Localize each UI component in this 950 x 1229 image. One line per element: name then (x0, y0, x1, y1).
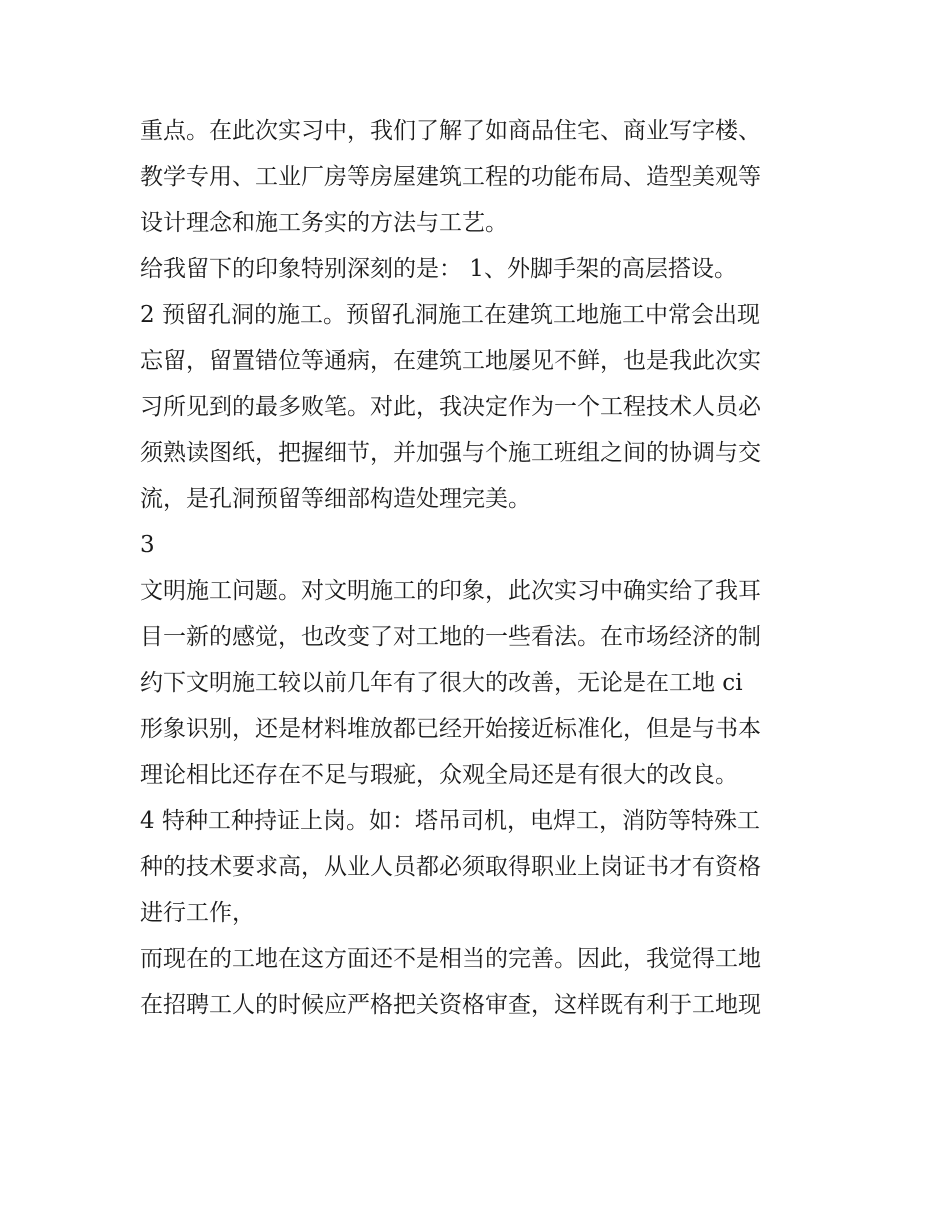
text-line: 3 (140, 532, 155, 558)
text-line: 种的技术要求高，从业人员都必须取得职业上岗证书才有资格 (140, 854, 761, 880)
text-line: 理论相比还存在不足与瑕疵，众观全局还是有很大的改良。 (140, 762, 738, 788)
text-line: 忘留，留置错位等通病，在建筑工地屡见不鲜，也是我此次实 (140, 348, 761, 374)
text-line: 目一新的感觉，也改变了对工地的一些看法。在市场经济的制 (140, 624, 761, 650)
text-line: 4 特种工种持证上岗。如：塔吊司机，电焊工，消防等特殊工 (140, 808, 760, 834)
text-line: 在招聘工人的时候应严格把关资格审查，这样既有利于工地现 (140, 992, 761, 1018)
text-line: 流，是孔洞预留等细部构造处理完美。 (140, 486, 531, 512)
text-line: 教学专用、工业厂房等房屋建筑工程的功能布局、造型美观等 (140, 164, 761, 190)
text-line: 2 预留孔洞的施工。预留孔洞施工在建筑工地施工中常会出现 (140, 302, 760, 328)
text-line: 而现在的工地在这方面还不是相当的完善。因此，我觉得工地 (140, 946, 761, 972)
text-line: 进行工作， (140, 900, 255, 926)
text-line: 须熟读图纸，把握细节，并加强与个施工班组之间的协调与交 (140, 440, 761, 466)
document-body (140, 108, 820, 1028)
text-line: 给我留下的印象特别深刻的是： 1、外脚手架的高层搭设。 (140, 256, 737, 282)
text-line: 习所见到的最多败笔。对此，我决定作为一个工程技术人员必 (140, 394, 761, 420)
text-line: 形象识别，还是材料堆放都已经开始接近标准化，但是与书本 (140, 716, 761, 742)
text-line: 文明施工问题。对文明施工的印象，此次实习中确实给了我耳 (140, 578, 761, 604)
text-line: 设计理念和施工务实的方法与工艺。 (140, 210, 508, 236)
text-line: 重点。在此次实习中，我们了解了如商品住宅、商业写字楼、 (140, 118, 761, 144)
text-line: 约下文明施工较以前几年有了很大的改善，无论是在工地 ci (140, 670, 743, 696)
